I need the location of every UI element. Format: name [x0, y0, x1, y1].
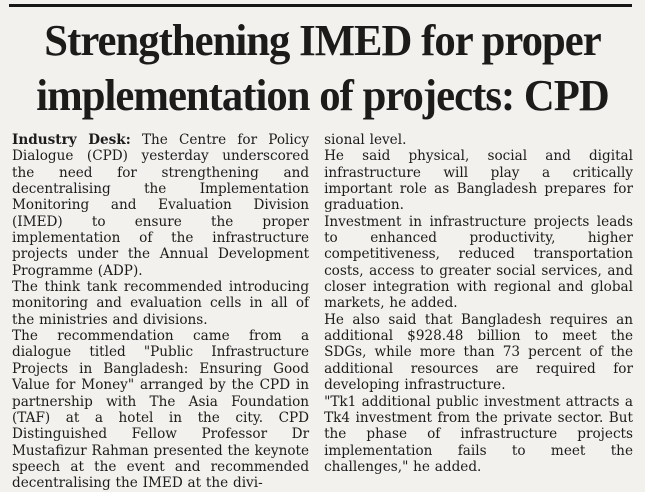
right-paragraph-list [324, 132, 633, 475]
left-paragraph-list [12, 279, 309, 491]
headline-line-1: Strengthening IMED for proper [44, 16, 601, 65]
newspaper-clipping [0, 4, 645, 492]
lead-paragraph [12, 132, 309, 279]
body-paragraph: "Tk1 additional public investment attracts a Tk4 investment from the private sector. But the phase of infrastructure projects implementation fails to meet the challenges," he added. [324, 393, 633, 475]
article-headline [6, 13, 639, 123]
body-paragraph: Investment in infrastructure projects leads to enhanced productivity, higher competitiveness, reduced transportation costs, access to greater social services, and closer integration with regional and global markets, he added. [324, 213, 633, 312]
lead-label: Industry Desk: [12, 132, 131, 148]
article-body [12, 132, 633, 492]
body-paragraph: He said physical, social and digital infrastructure will play a critically important role as Bangladesh prepares for graduation. [324, 148, 633, 214]
body-paragraph: The think tank recommended introducing monitoring and evaluation cells in all of the ministries and divisions. [12, 279, 310, 328]
body-paragraph: The recommendation came from a dialogue titled "Public Infrastructure Projects in Bangladesh: Ensuring Good Value for Money" arranged by the CPD in partnership with The Asia Foundation (TAF) at a hotel in the city. CPD Distinguished Fellow Professor Dr Mustafizur Rahman presented the keynote speech at the event and recommended decentralising the IMED at the divi- [12, 328, 310, 492]
body-paragraph: sional level. [324, 132, 407, 148]
headline-line-2: implementation of projects: CPD [36, 71, 609, 120]
lead-text: The Centre for Policy Dialogue (CPD) yesterday underscored the need for strengthening and decentralising the Implementation Monitoring and Evaluation Division (IMED) to ensure the proper implementation of the infrastructure projects under the Annual Development Programme (ADP). [12, 132, 310, 279]
body-paragraph: He also said that Bangladesh requires an additional $928.48 billion to meet the SDGs, while more than 73 percent of the additional resources are required for developing infrastructure. [324, 311, 633, 394]
column-left [12, 132, 309, 492]
top-rule-divider [9, 4, 632, 7]
column-right [324, 132, 633, 492]
